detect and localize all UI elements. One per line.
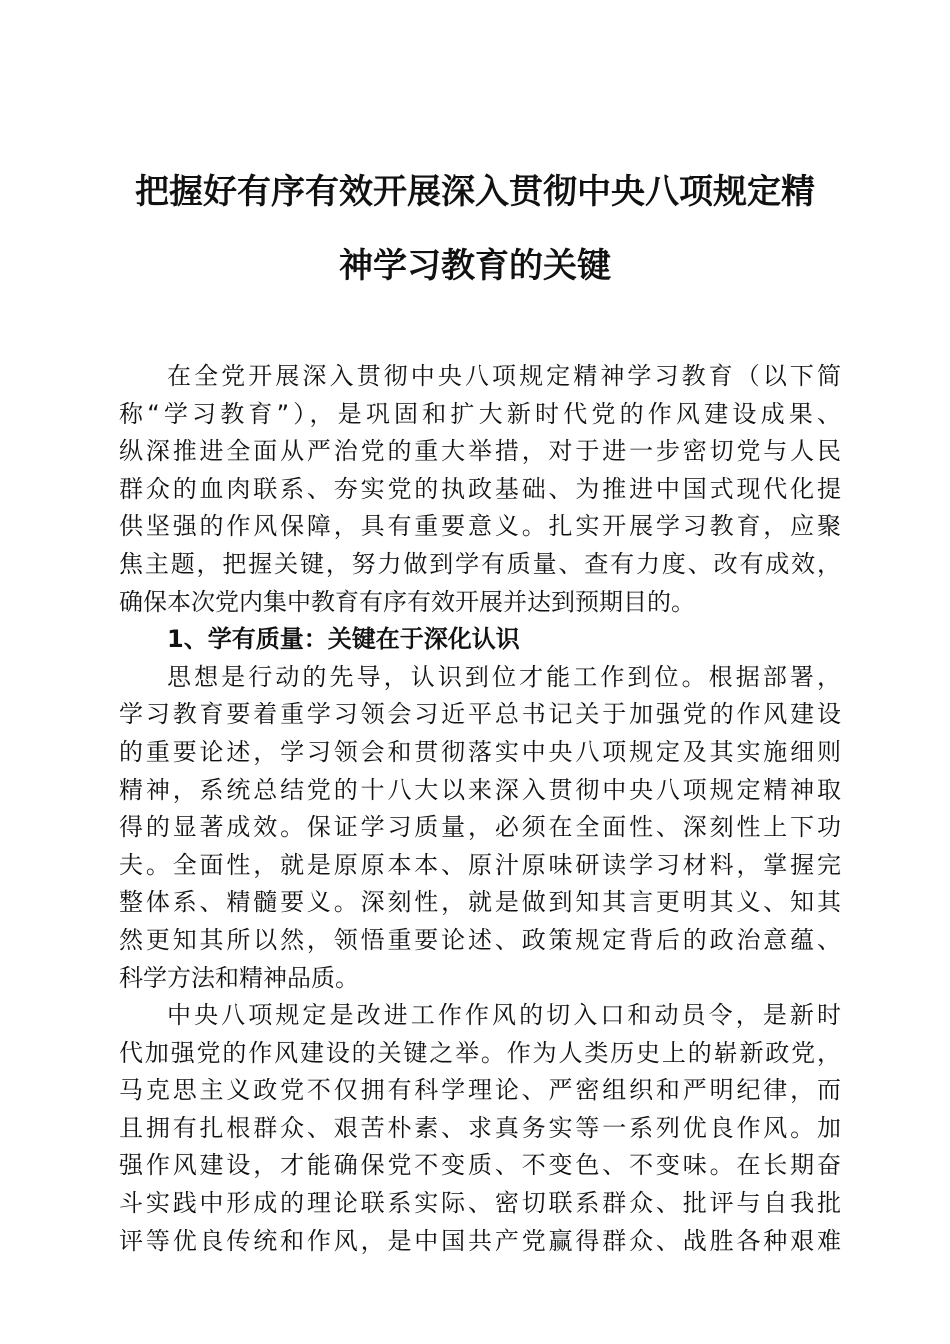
text-line: 马克思主义政党不仅拥有科学理论、严密组织和严明纪律，而 [119, 1076, 841, 1105]
text-line: 确保本次党内集中教育有序有效开展并达到预期目的。 [119, 587, 695, 616]
text-line: 称“学习教育”），是巩固和扩大新时代党的作风建设成果、 [119, 399, 841, 428]
document-title-line-2: 神学习教育的关键 [339, 246, 611, 286]
text-line: 代加强党的作风建设的关键之举。作为人类历史上的崭新政党， [119, 1038, 841, 1067]
text-line: 斗实践中形成的理论联系实际、密切联系群众、批评与自我批 [119, 1189, 841, 1218]
paragraph-eight-rules [119, 997, 841, 1260]
section-heading: 1、学有质量：关键在于深化认识 [167, 625, 520, 654]
text-line: 供坚强的作风保障，具有重要意义。扎实开展学习教育，应聚 [119, 512, 841, 541]
text-line: 学习教育要着重学习领会习近平总书记关于加强党的作风建设 [119, 700, 841, 729]
text-line: 焦主题，把握关键，努力做到学有质量、查有力度、改有成效， [119, 549, 841, 578]
text-line: 群众的血肉联系、夯实党的执政基础、为推进中国式现代化提 [119, 474, 841, 503]
document-title-line-1: 把握好有序有效开展深入贯彻中央八项规定精 [135, 172, 815, 212]
text-line: 科学方法和精神品质。 [119, 963, 359, 992]
text-line: 在全党开展深入贯彻中央八项规定精神学习教育（以下简 [167, 362, 841, 390]
text-line: 且拥有扎根群众、艰苦朴素、求真务实等一系列优良作风。加 [119, 1113, 841, 1142]
text-line: 精神，系统总结党的十八大以来深入贯彻中央八项规定精神取 [119, 775, 841, 804]
text-line: 评等优良传统和作风，是中国共产党赢得群众、战胜各种艰难 [119, 1226, 841, 1255]
document-body [119, 358, 841, 1260]
text-line: 的重要论述，学习领会和贯彻落实中央八项规定及其实施细则 [119, 737, 841, 766]
paragraph-intro [119, 358, 841, 621]
text-line: 得的显著成效。保证学习质量，必须在全面性、深刻性上下功 [119, 813, 841, 842]
text-line: 中央八项规定是改进工作作风的切入口和动员令，是新时 [167, 1001, 841, 1030]
text-line: 思想是行动的先导，认识到位才能工作到位。根据部署， [167, 662, 841, 691]
text-line: 强作风建设，才能确保党不变质、不变色、不变味。在长期奋 [119, 1151, 841, 1180]
text-line: 纵深推进全面从严治党的重大举措，对于进一步密切党与人民 [119, 437, 841, 466]
paragraph-understanding [119, 659, 841, 997]
text-line: 然更知其所以然，领悟重要论述、政策规定背后的政治意蕴、 [119, 925, 841, 954]
text-line: 夫。全面性，就是原原本本、原汁原味研读学习材料，掌握完 [119, 850, 841, 879]
text-line: 整体系、精髓要义。深刻性，就是做到知其言更明其义、知其 [119, 888, 841, 917]
